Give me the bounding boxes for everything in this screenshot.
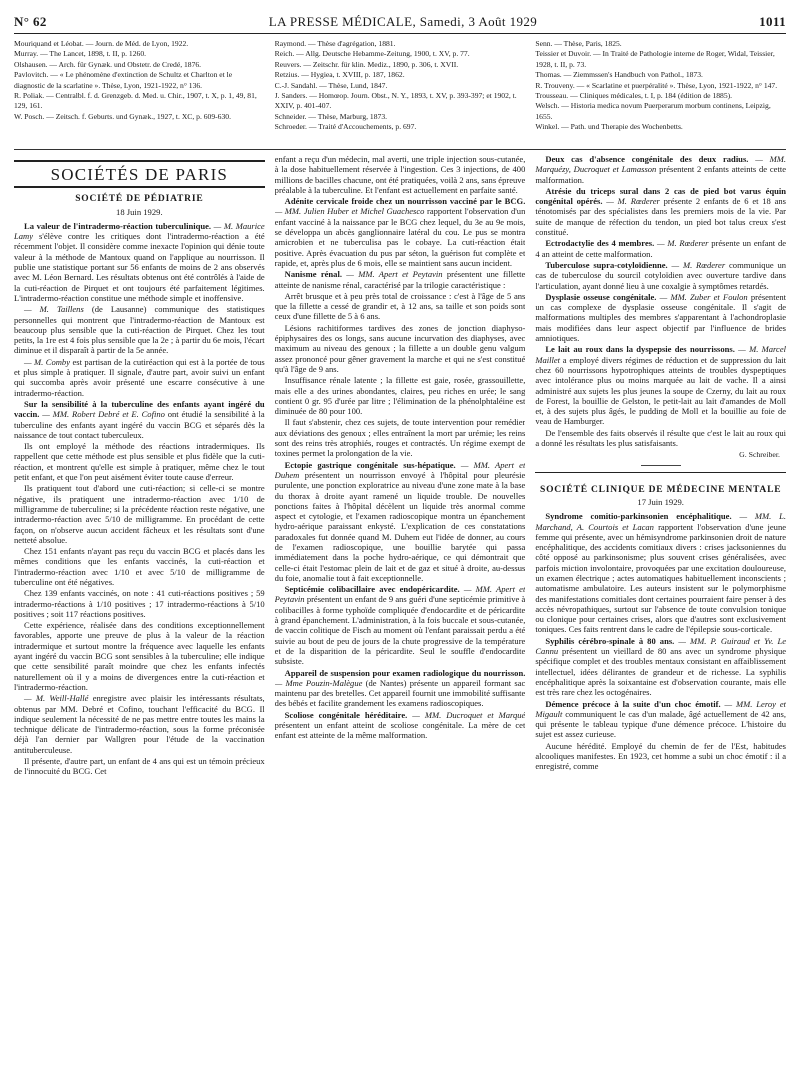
paragraph-authors: — M. Comby (24, 356, 70, 367)
paragraph (275, 417, 526, 458)
paragraph-authors: — M. Rœderer (602, 196, 660, 207)
reference-entry: R. Trouveny. — « Scarlatine et puerpéralité ». Thèse, Lyon, 1921-1922, n° 147. (535, 80, 778, 90)
paragraph-text: communique un cas de tuberculose du sourcil cotyloïdien avec ouverture tardive dans l'articulation, ayant donné lieu à une coxalgie à symptômes retardés. (535, 259, 786, 291)
reference-entry: Reuvers. — Zeitschr. für klin. Mediz., 1890, p. 306, t. XVII. (274, 59, 459, 69)
paragraph-text: communiquent le cas d'un malade, âgé actuellement de 42 ans, qui présente le tableau typique d'une démence précoce. L'histoire du sujet est assez curieuse. (535, 708, 786, 740)
paragraph (535, 186, 786, 237)
newspaper-page (14, 8, 786, 1074)
paragraph-text: présentent 2 enfants atteints de cette malformation. (535, 164, 786, 185)
paragraph (275, 269, 526, 290)
page-number: N° 62 (14, 14, 47, 29)
session-date: 17 Juin 1929. (637, 496, 684, 507)
reference-entry: Schneider. — Thèse, Marburg, 1873. (274, 111, 388, 121)
paragraph-text: Chez 151 enfants n'ayant pas reçu du vaccin BCG et placés dans les mêmes conditions que les enfants vaccinés, la cuti-réaction et l'intradermo-réaction avec 1/10 et avec 5/10 de milligramme de tuberculine ont été négatives. (14, 546, 265, 587)
paragraph-heading: Sur la sensibilité à la tuberculine des enfants ayant ingéré du vaccin. (14, 398, 265, 420)
section-title: SOCIÉTÉS DE PARIS (14, 160, 265, 188)
paragraph (535, 238, 786, 259)
paragraph-heading: Septicémie colibacillaire avec endopéricardite. (284, 584, 460, 595)
paragraph-text: est partisan de la cutiréaction qui est à la portée de tous et plus simple à pratiquer. Il signale, d'autre part, avoir suivi un enfant qui succomba après avoir présenté une escarre consécutive à une intradermo-réaction. (14, 356, 265, 398)
reference-entry: Retzius. — Hygiea, t. XVIII, p. 187, 1862. (274, 70, 405, 80)
paragraph (535, 260, 786, 291)
reference-entry: Senn. — Thèse, Paris, 1825. (535, 39, 622, 48)
paragraph-authors: — M. Taillens (24, 304, 84, 315)
paragraph-heading: Deux cas d'absence congénitale des deux radius. (545, 154, 749, 164)
paragraph-heading: Appareil de suspension pour examen radiologique du nourrisson. (284, 667, 526, 678)
paragraph (535, 292, 786, 343)
paragraph-text: présentent un cas complexe de dysplasie osseuse congénitale. Il s'agit de malformations multiples des membres s'apparentant à l'achondroplasie mais modifiées dans leur aspect objectif par l'influence de brides amniotiques. (535, 291, 786, 344)
paragraph (275, 710, 526, 741)
bibliography (14, 39, 786, 147)
paragraph (14, 221, 265, 303)
paragraph-heading: Ectopie gastrique congénitale sus-hépatique. (284, 459, 456, 470)
paragraph-authors: — MM. Marquézy, Ducroquet et Lamasson (535, 154, 786, 175)
paragraph-text: Insuffisance rénale latente ; la fillette est gaie, rosée, grassouillette, mais elle a des urines abondantes, claires, peu riches en urée; le sang contient 0 gr. 95 d'urée par litre ; l'élimination de la phénolphtaléine est diminuée de 80 pour 100. (274, 375, 526, 417)
paragraph (535, 636, 786, 698)
paragraph-heading: Démence précoce à la suite d'un choc émotif. (545, 698, 721, 709)
paragraph-heading: Syndrome comitio-parkinsonien encéphalitique. (545, 511, 732, 522)
reference-entry: J. Sanders. — Homœop. Journ. Obst., N. Y., 1893, t. XV, p. 393-397; et 1902, t. XXIV, p. 401-407. (274, 91, 517, 111)
paragraph-text: Ils pratiquent tout d'abord une cuti-réaction; si celle-ci se montre négative, ils pratiquent une intradermo-réaction avec 1/10 de milligramme de tuberculine; si la précédente réaction reste négative, une intradermo-réaction avec 5/10 de milligramme. En procédant de cette façon, on n'observe aucun accident fâcheux et les résultats sont d'une netteté absolue. (14, 483, 265, 545)
article-columns (14, 154, 786, 1072)
col1-body (14, 221, 265, 777)
reference-entry: Pavlovitch. — « Le phénomène d'extinction de Schultz et Charlton et le diagnostic de la scarlatine ». Thèse, Lyon, 1921-1922, n° 136. (14, 70, 233, 90)
paragraph-text: présentent un enfant atteint de scoliose congénitale. La mère de cet enfant est atteinte de la même malformation. (274, 720, 526, 741)
reference-entry: Murray. — The Lancet, 1898, t. II, p. 1260. (14, 49, 147, 59)
paragraph-heading: Le lait au roux dans la dyspepsie des nourrissons. (545, 344, 735, 355)
paragraph-text: Chez 139 enfants vaccinés, on note : 41 cuti-réactions positives ; 59 intradermo-réactions à 1/10 positives ; 17 intradermo-réactions à 5/10 positives ; soit 117 réactions positives. (14, 588, 265, 619)
paragraph-heading: Dysplasie osseuse congénitale. (545, 291, 657, 302)
reference-entry: Reich. — Allg. Deutsche Hebamme-Zeitung, 1900, t. XV, p. 77. (274, 49, 470, 59)
paragraph-authors: — M. Weill-Hallé (24, 693, 89, 704)
paragraph (14, 304, 265, 355)
reference-entry: C.-J. Sandahl. — Thèse, Lund, 1847. (274, 80, 388, 90)
paragraph-authors: — MM. Apert et Peytavin (274, 584, 526, 605)
paragraph-text: présentent un vieillard de 80 ans avec un syndrome physique spécifique complet et des troubles mentaux consistant en affaiblissement intellectuel, idées délirantes de grandeur et de richesse. La syphilis encéphalitique après la soixantaine est d'observation courante, mais elle est très rare chez les octogénaires. (535, 646, 786, 698)
reference-entry: Raymond. — Thèse d'agrégation, 1881. (274, 39, 396, 48)
paragraph-authors: — MM. Apert et Duhem (274, 459, 526, 480)
paragraph (14, 546, 265, 587)
paragraph-text: (de Nantes) présente un appareil formant sac maintenu par des bretelles. Cet appareil fournit une immobilité suffisante des bébés et facilite grandement les examens radioscopiques. (274, 677, 526, 709)
paragraph (14, 441, 265, 482)
paragraph-text: présentent une fillette atteinte de nanisme rénal, caractérisé par la trilogie caractéristique : (274, 269, 526, 290)
paragraph (535, 344, 786, 426)
paragraph-text: s'élève contre les critiques dont l'intradermo-réaction a été récemment l'objet. Il considère comme inexacte l'opinion qui dénie toute valeur à la méthode de Mantoux quand on l'applique au nourrisson. Il publie une statistique portant sur 56 enfants de moins de 2 ans observés avec M. Léon Bernard. Les résultats obtenus ont été contrôlés à l'aide de la cuti-réaction de Pirquet et ont toujours été parfaitement légitimes. L'intradermo-réaction constitue une méthode simple et inoffensive. (14, 231, 265, 303)
paragraph-authors: — MM. Robert Debré et E. Cofino (39, 409, 165, 420)
paragraph-heading: Atrésie du triceps sural dans 2 cas de pied bot varus équin congénital opérés. (535, 185, 786, 207)
paragraph (535, 741, 786, 772)
paragraph (275, 460, 526, 584)
divider (14, 149, 786, 150)
page-header (14, 8, 786, 34)
paragraph-text: Ils ont employé la méthode des réactions intradermiques. Ils rappellent que cette méthode est plus sensible et plus fidèle que la cuti-réaction, et montrent qu'elle est simple à pratiquer, même chez le tout petit enfant, et que l'on peut aisément éviter toute cause d'erreur. (14, 441, 265, 483)
paragraph (275, 668, 526, 709)
bibliography-column (275, 39, 526, 147)
paragraph-authors: — M. Maurice Lamy (14, 220, 265, 242)
paragraph-heading: Scoliose congénitale héréditaire. (284, 709, 408, 720)
society-name: SOCIÉTÉ DE PÉDIATRIE (75, 194, 204, 205)
paragraph-text: rapportent l'observation d'un enfant vacciné à la naissance par le BCG chez lequel, du 3e au 9e mois, se développa un abcès ganglionnaire latéral du cou. Le pus se montra amicrobien et ne tuberculisa pas le cobaye. La cuti-réaction était positive. Après évacuation du pus par séton, la guérison fut complète et rapide, et, après plus de 6 mois, elle se maintient sans aucun incident. (274, 206, 526, 268)
paragraph-text: Lésions rachitiformes tardives des zones de jonction diaphyso-épiphysaires des os longs, sans aucune incurvation des diaphyses, avec maximum au niveau des genoux ; la fillette a un double genu valgum assez prononcé pour gêner gravement la marche et qui ne s'est constitué qu'à l'âge de 9 ans. (274, 322, 526, 374)
paragraph (275, 323, 526, 374)
paragraph (14, 357, 265, 398)
bibliography-column (14, 39, 265, 147)
paragraph-authors: — MM. Apert et Peytavin (341, 269, 443, 280)
paragraph-authors: — MM. P. Guiraud et Yv. Le Cannu (535, 635, 786, 657)
paragraph-heading: Ectrodactylie des 4 membres. (545, 238, 655, 249)
paragraph-text: ont étudié la sensibilité à la tuberculine des enfants ayant ingéré du vaccin BCG et séparés dès la naissance de tout contact tuberculeux. (14, 409, 265, 440)
paragraph (14, 399, 265, 440)
paragraph-text: rapportent l'observation d'une jeune femme qui présente, avec un hémisyndrome parkinsonien droit de nature encéphalitique, des accidents comitiaux divers : crises jacksoniennes du côté opposé au parkinsonisme; plus souvent crises généralisées, avec parfois miction involontaire, provoquées par une excitation douloureuse, un examen électrique ; actes automatiques habituellement inconscients ; automatisme ambulatoire. Les auteurs insistent sur le polymorphisme des manifestations comitiales dont certaines pourraient faire penser à des accès névropathiques, surtout sur l'absence de toute convulsion tonique ou clonique pour certaines crises, alors que d'autres sont exclusivement toniques. Ces faits rentrent dans le cadre de l'épilepsie sous-corticale. (535, 521, 786, 635)
paragraph-text: présente un enfant de 4 an atteint de cette malformation. (535, 238, 786, 259)
paragraph-heading: La valeur de l'intradermo-réaction tuberculinique. (24, 220, 212, 231)
paragraph-heading: Syphilis cérébro-spinale à 80 ans. (545, 635, 675, 646)
paragraph-authors: — MM. Zuber et Foulon (656, 291, 748, 302)
paragraph (535, 699, 786, 740)
reference-entry: Trousseau. — Cliniques médicales, t. I, p. 184 (édition de 1885). (535, 91, 733, 101)
paragraph-text: Aucune hérédité. Employé du chemin de fer de l'Est, habitudes alcooliques manifestes. En 1923, cet homme a subi un choc émotif : il a enregistré, comme (535, 740, 786, 772)
column-1 (14, 154, 265, 1072)
paragraph (275, 196, 526, 268)
paragraph-authors: — Mme Pouzin-Malègue (274, 677, 363, 688)
paragraph (14, 756, 265, 777)
paragraph-text: (de Lausanne) communique des statistiques personnelles qui montrent que l'intradermo-réaction de Mantoux est beaucoup plus sensible que la cuti-réaction de Pirquet. Chez les tout petits, la 1re est 4 fois plus sensible que la 2e ; à partir du 6e mois, l'écart diminue et il disparaît à partir de la 5e année. (14, 304, 265, 356)
paragraph-authors: — MM. Julien Huber et Michel Guachesco (274, 206, 425, 217)
reference-entry: W. Posch. — Zeitsch. f. Geburts. und Gynæk., 1927, t. XC, p. 609-630. (14, 111, 231, 121)
signature: G. Schreiber. (739, 450, 781, 460)
paragraph-authors: — M. Marcel Maillet (535, 344, 786, 365)
reference-entry: Schroeder. — Traité d'Accouchements, p. 697. (274, 122, 417, 132)
reference-entry: Olshausen. — Arch. für Gynæk. und Obstetr. de Credé, 1876. (14, 59, 202, 69)
paragraph-text: enfant a reçu d'un médecin, mal averti, une triple injection sous-cutanée, à la dose habituellement réservée à l'ingestion. Ces 3 injections, de 400 millions de bacilles chacune, ont été pratiquées, voilà 2 ans, sans épreuve préalable à la tuberculine. Et l'enfant est actuellement en parfaite santé. (274, 154, 526, 195)
reference-entry: Winkel. — Path. und Therapie des Wochenbetts. (535, 122, 683, 132)
paragraph (535, 511, 786, 635)
col3a-body (535, 154, 786, 448)
paragraph-text: enregistre avec plaisir les intéressants résultats, obtenus par MM. Debré et Cofino, touchant l'efficacité du BCG. Il indique seulement la nécessité de ne pas mettre entre toutes les mains la technique délicate de l'intradermo-réaction, sous la forme préconisée déjà l'an dernier par Wallgren pour l'étude de la vaccination antituberculeuse. (14, 693, 265, 755)
society2-block (535, 472, 786, 772)
column-3 (535, 154, 786, 1072)
paragraph-heading: Adénite cervicale froide chez un nourrisson vacciné par le BCG. (284, 196, 526, 207)
paragraph-heading: Tuberculose supra-cotyloïdienne. (545, 259, 668, 270)
paragraph-text: Cette expérience, réalisée dans des conditions exceptionnellement favorables, apporte une preuve de plus à la valeur de la réaction intradermique et surtout montre la fréquence avec laquelle les enfants ayant ingéré du vaccin BCG sont sensibles à la tuberculine; elle indique que cette sensibilité paraît moindre que chez les enfants infectés naturellement où il y a moins de divergences entre la cuti-réaction et l'intradermo-réaction. (14, 620, 265, 692)
paragraph-authors: — MM. Leroy et Migault (535, 698, 786, 719)
column-2 (275, 154, 526, 1072)
session-date: 18 Juin 1929. (116, 206, 163, 217)
paragraph (275, 584, 526, 666)
paragraph (14, 620, 265, 692)
paragraph-heading: Nanisme rénal. (284, 269, 342, 280)
paragraph (275, 291, 526, 322)
folio: 1011 (759, 14, 786, 29)
paragraph (535, 428, 786, 449)
paragraph (275, 154, 526, 195)
paragraph-text: De l'ensemble des faits observés il résulte que c'est le lait au roux qui a donné les résultats les plus satisfaisants. (535, 427, 786, 449)
paragraph-text: Arrêt brusque et à peu près total de croissance : c'est à l'âge de 5 ans que la fillette a cessé de grandir et, à 12 ans, sa taille et son poids sont ceux d'une fillette de 5 à 6 ans. (274, 290, 526, 322)
paragraph (14, 483, 265, 545)
paragraph-authors: — MM. Ducroquet et Marqué (407, 709, 526, 720)
reference-entry: Mouriquand et Léobat. — Journ. de Méd. de Lyon, 1922. (14, 39, 189, 48)
paragraph (14, 588, 265, 619)
paragraph-text: Il présente, d'autre part, un enfant de 4 ans qui est un témoin précieux de l'innocuité du BCG. Cet (14, 756, 265, 777)
paragraph-text: présente 2 enfants de 6 et 18 ans ténotomisés par des spécialistes dans les premiers mois de la vie. Par suite de manque de réfection du tendon, un pied bot talus creux s'est constitué. (535, 196, 786, 238)
short-divider (641, 465, 681, 466)
reference-entry: Teissier et Duvoir. — In Traité de Pathologie interne de Roger, Widal, Teissier, 1928, t. II, p. 73. (535, 49, 775, 69)
society-name: SOCIÉTÉ CLINIQUE DE MÉDECINE MENTALE (540, 484, 782, 495)
paragraph-authors: — M. Rœderer (654, 238, 709, 249)
journal-title: LA PRESSE MÉDICALE, Samedi, 3 Août 1929 (268, 14, 538, 29)
paragraph-text: a employé divers régimes de réduction et de suppression du lait chez 60 nourrissons hypotrophiques atteints de troubles dyspeptiques avec intolérance plus ou moins marquée au lait de vache. Il a ainsi administré aux sujets les plus jeunes la soupe de Czerny, du lait au roux de Forest, la bouillie de Gelston, le petit-lait au lait d'amandes de Moll et, à des sujets plus âgés, le pudding de Moll et la bouillie au foie de veau de Hamburger. (535, 354, 786, 427)
paragraph (535, 154, 786, 185)
paragraph-authors: — M. Rœderer (667, 259, 726, 270)
paragraph-authors: — MM. L. Marchand, A. Courtois et Lacan (535, 511, 786, 532)
paragraph-text: Il faut s'abstenir, chez ces sujets, de toute intervention pour remédier aux déviations des genoux ; elles entraînent la mort par urémie; les reins sont des reins très atrophiés, rouges et contractés. Un régime exempt de toxines permet la prolongation de la vie. (274, 417, 526, 459)
paragraph (14, 693, 265, 755)
col3b-body (535, 511, 786, 771)
paragraph (275, 375, 526, 416)
paragraph-text: présentent un enfant de 9 ans guéri d'une septicémie primitive à colibacilles à forme typhoïde compliquée d'endocardite et de péricardite à grand épanchement. L'administration, à la fois buccale et sous-cutanée, de vaccin colitique de Fisch au moment où l'enfant paraissait perdu a été suivie au bout de peu de jours de la chute progressive de la température et de la disparition de la péricardite. Seul le souffle d'endocardite subsiste. (274, 594, 526, 667)
bibliography-column (535, 39, 786, 147)
paragraph-text: présentent un nourrisson envoyé à l'hôpital pour pleurésie purulente, une ponction exploratrice au niveau d'une zone mate à la base du thorax à droite ayant ramené un liquide trouble. De nouvelles ponctions faites à l'hôpital décèlent un liquide très anormal comme aspect et cytologie, et l'examen radioscopique montra un épanchement hydro-aérique paraissant enkysté. L'explication de ces constatations paradoxales fut donnée quand M. Duhem eut l'idée de donner, au cours de l'examen radioscopique, une bouillie barytée qui passa immédiatement dans la poche hydro-aérique, ce qui démontrait que celle-ci était l'estomac plein de lait et de gaz et situé à droite, au-dessus du foie, anomalie tout à fait exceptionnelle. (274, 469, 526, 583)
reference-entry: R. Poliak. — Centralbl. f. d. Grenzgeb. d. Med. u. Chir., 1907, t. X, p. 1, 49, 81, 129, 161. (14, 91, 257, 111)
reference-entry: Thomas. — Ziemmssen's Handbuch von Pathol., 1873. (535, 70, 703, 80)
reference-entry: Welsch. — Historia medica novum Puerperarum morbum continens, Leipzig, 1655. (535, 101, 771, 121)
col2-body (275, 154, 526, 741)
